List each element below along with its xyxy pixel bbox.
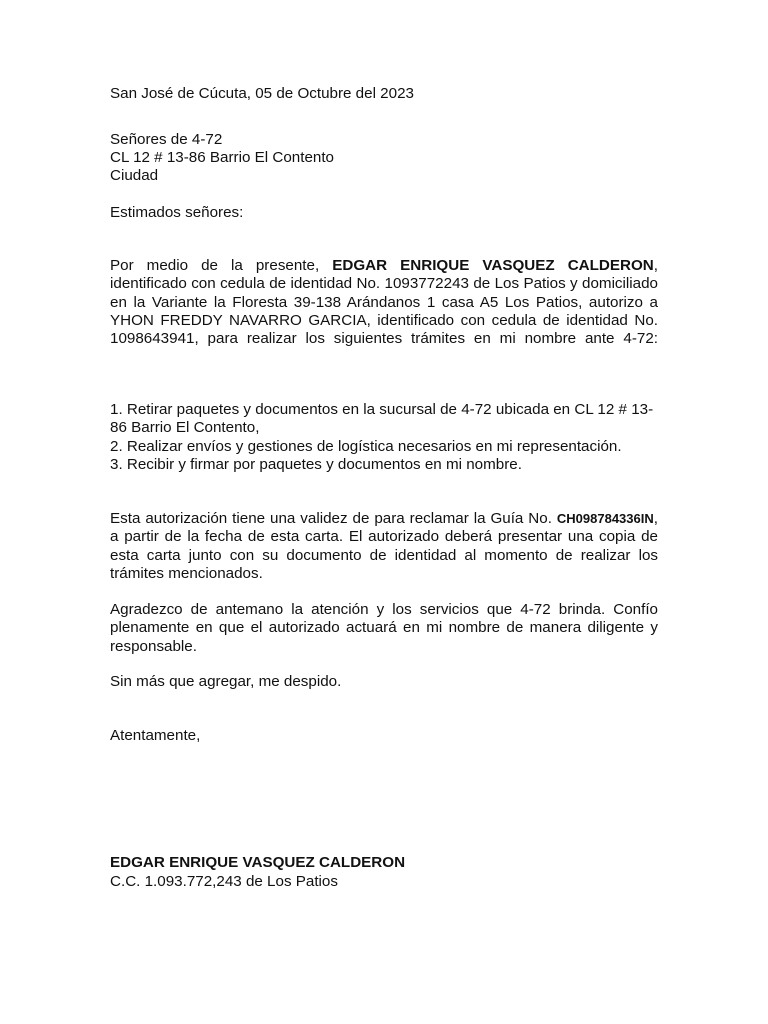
authorization-list [110, 401, 658, 474]
intro-lead: Por medio de la presente, [110, 257, 320, 274]
regards: Atentamente, [110, 727, 201, 744]
guide-number: CH098784336IN [556, 511, 654, 526]
signature-name: EDGAR ENRIQUE VASQUEZ CALDERON [110, 854, 406, 871]
salutation: Estimados señores: [110, 204, 244, 221]
thanks-paragraph: Agradezco de antemano la atención y los servicios que 4-72 brinda. Confío plenamente en que el autorizado actuará en mi nombre de manera diligente y responsable. [110, 601, 658, 655]
recipient-line-2: CL 12 # 13-86 Barrio El Contento [110, 149, 335, 166]
intro-paragraph [110, 257, 658, 348]
closing-line: Sin más que agregar, me despido. [110, 673, 342, 690]
validity-rest: , a partir de la fecha de esta carta. El autorizado deberá presentar una copia de esta carta junto con su documento de identidad al momento de realizar los trámites mencionados. [110, 510, 658, 582]
list-item: 2. Realizar envíos y gestiones de logística necesarios en mi representación. [110, 437, 622, 455]
grantor-name: EDGAR ENRIQUE VASQUEZ CALDERON [332, 257, 654, 274]
list-item: 1. Retirar paquetes y documentos en la sucursal de 4-72 ubicada en CL 12 # 13-86 Barrio El Contento, [110, 401, 654, 437]
list-item: 3. Recibir y firmar por paquetes y documentos en mi nombre. [110, 455, 522, 473]
recipient-line-3: Ciudad [110, 167, 159, 184]
place-date: San José de Cúcuta, 05 de Octubre del 2023 [110, 85, 414, 102]
recipient-line-1: Señores de 4-72 [110, 131, 223, 148]
signature-id: C.C. 1.093.772,243 de Los Patios [110, 873, 338, 890]
intro-rest: , identificado con cedula de identidad No. 1093772243 de Los Patios y domiciliado en la Variante la Floresta 39-138 Arándanos 1 casa A5 Los Patios, autorizo a YHON FREDDY NAVARRO GARCIA, identificado con cedula de identidad No. 1098643941, para realizar los siguientes trámites en mi nombre ante 4-72: [110, 257, 658, 348]
validity-lead: Esta autorización tiene una validez de para reclamar la Guía No. [110, 510, 552, 527]
validity-paragraph [110, 510, 658, 583]
